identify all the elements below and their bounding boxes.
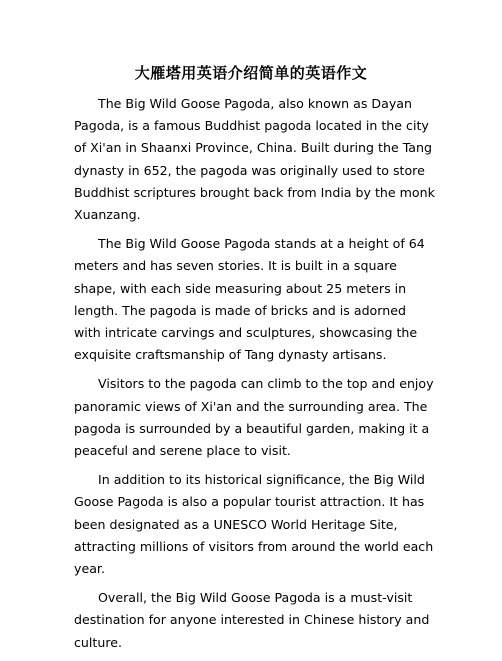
paragraph-5: Overall, the Big Wild Goose Pagoda is a must-visit destination for anyone interested in Chinese history and culture. — [74, 590, 430, 650]
paragraph-4: In addition to its historical significance, the Big Wild Goose Pagoda is also a popular tourist attraction. It has been designated as a UNESCO World Heritage Site, attracting millions of visitors from around the world each year. — [74, 472, 434, 577]
document-body — [74, 93, 436, 661]
paragraph-2: The Big Wild Goose Pagoda stands at a height of 64 meters and has seven stories. It is built in a square shape, with each side measuring about 25 meters in length. The pagoda is made of bricks and is adorned with intricate carvings and sculptures, showcasing the exquisite craftsmanship of Tang dynasty artisans. — [74, 236, 425, 363]
document-title: 大雁塔用英语介绍简单的英语作文 — [134, 64, 368, 82]
paragraph-3: Visitors to the pagoda can climb to the top and enjoy panoramic views of Xi'an and the surrounding area. The pagoda is surrounded by a beautiful garden, making it a peaceful and serene place to visit. — [74, 376, 434, 459]
paragraph-1: The Big Wild Goose Pagoda, also known as Dayan Pagoda, is a famous Buddhist pagoda located in the city of Xi'an in Shaanxi Province, China. Built during the Tang dynasty in 652, the pagoda was originally used to store Buddhist scriptures brought back from India by the monk Xuanzang. — [74, 96, 435, 223]
